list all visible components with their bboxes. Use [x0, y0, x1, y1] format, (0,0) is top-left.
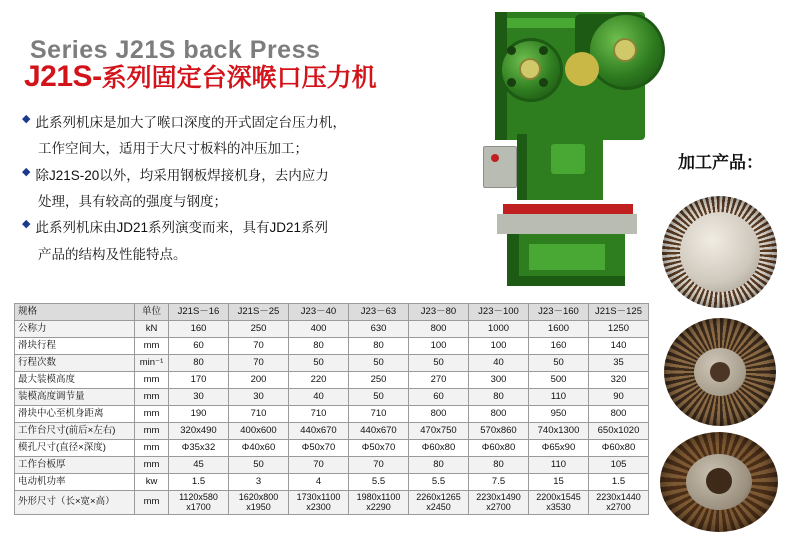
table-row	[15, 406, 649, 423]
model-code: J21S-	[24, 60, 102, 93]
list-item-text-cont: 处理，具有较高的强度与钢度；	[38, 193, 227, 209]
table-row-unit: mm	[135, 406, 169, 423]
table-row	[15, 338, 649, 355]
table-cell: 800	[589, 406, 649, 423]
table-cell: 4	[289, 474, 349, 491]
table-cell: 45	[169, 457, 229, 474]
table-cell: 270	[409, 372, 469, 389]
list-item-text: 此系列机床是加大了喉口深度的开式固定台压力机，	[35, 115, 346, 130]
table-cell: 250	[349, 372, 409, 389]
table-row	[15, 491, 649, 515]
table-cell: 80	[289, 338, 349, 355]
table-cell: 60	[169, 338, 229, 355]
table-cell: 50	[349, 355, 409, 372]
table-cell: Φ50x70	[349, 440, 409, 457]
table-cell: 800	[409, 406, 469, 423]
table-cell: Φ60x80	[409, 440, 469, 457]
table-cell: 105	[589, 457, 649, 474]
table-cell: 80	[469, 389, 529, 406]
table-cell: 1250	[589, 321, 649, 338]
table-cell: 3	[229, 474, 289, 491]
table-cell: 100	[409, 338, 469, 355]
table-cell: 1980x1100 x2290	[349, 491, 409, 515]
table-row-label: 公称力	[15, 321, 135, 338]
table-row-label: 工作台尺寸(前后×左右)	[15, 423, 135, 440]
table-row-unit: kN	[135, 321, 169, 338]
table-cell: 1730x1100 x2300	[289, 491, 349, 515]
products-label: 加工产品：	[678, 153, 763, 172]
table-cell: 800	[409, 321, 469, 338]
table-header-cell: J23－40	[289, 304, 349, 321]
table-row-unit: mm	[135, 423, 169, 440]
table-cell: 35	[589, 355, 649, 372]
table-row-label: 电动机功率	[15, 474, 135, 491]
table-cell: 50	[349, 389, 409, 406]
table-cell: 70	[229, 355, 289, 372]
table-row-label: 工作台板厚	[15, 457, 135, 474]
table-row-label: 外形尺寸（长×宽×高）	[15, 491, 135, 515]
table-cell: 1.5	[589, 474, 649, 491]
list-item	[22, 163, 452, 189]
table-cell: 400	[289, 321, 349, 338]
list-item-text: 除J21S-20以外，均采用钢板焊接机身，去内应力	[35, 167, 329, 183]
table-cell: 40	[289, 389, 349, 406]
table-cell: 1600	[529, 321, 589, 338]
table-cell: 15	[529, 474, 589, 491]
table-cell: 5.5	[409, 474, 469, 491]
table-cell: 1000	[469, 321, 529, 338]
table-cell: 5.5	[349, 474, 409, 491]
table-cell: 710	[349, 406, 409, 423]
table-cell: 110	[529, 389, 589, 406]
table-cell: 440x670	[289, 423, 349, 440]
table-cell: 500	[529, 372, 589, 389]
table-cell: 70	[229, 338, 289, 355]
table-cell: Φ65x90	[529, 440, 589, 457]
table-row-unit: min⁻¹	[135, 355, 169, 372]
table-row-label: 最大装模高度	[15, 372, 135, 389]
table-cell: Φ60x80	[469, 440, 529, 457]
table-cell: 110	[529, 457, 589, 474]
table-cell: 80	[409, 457, 469, 474]
table-row-label: 滑块中心至机身距离	[15, 406, 135, 423]
table-cell: 50	[409, 355, 469, 372]
table-row	[15, 423, 649, 440]
table-row-unit: mm	[135, 372, 169, 389]
press-machine-photo	[455, 4, 685, 294]
table-cell: Φ35x32	[169, 440, 229, 457]
table-cell: 2260x1265 x2450	[409, 491, 469, 515]
table-header-cell: J21S－125	[589, 304, 649, 321]
list-item	[22, 110, 452, 136]
table-cell: 630	[349, 321, 409, 338]
table-cell: 2230x1440 x2700	[589, 491, 649, 515]
list-item-text-cont: 产品的结构及性能特点。	[38, 246, 187, 262]
table-cell: 30	[169, 389, 229, 406]
table-cell: 320	[589, 372, 649, 389]
table-cell: 160	[169, 321, 229, 338]
table-cell: 70	[289, 457, 349, 474]
table-cell: 70	[349, 457, 409, 474]
table-cell: 1620x800 x1950	[229, 491, 289, 515]
table-cell: 650x1020	[589, 423, 649, 440]
table-header-cell: J21S－16	[169, 304, 229, 321]
table-header-cell: 单位	[135, 304, 169, 321]
feature-list	[22, 110, 452, 268]
list-item	[22, 215, 452, 241]
table-header-cell: 规格	[15, 304, 135, 321]
table-cell: 170	[169, 372, 229, 389]
table-cell: 320x490	[169, 423, 229, 440]
table-cell: Φ40x60	[229, 440, 289, 457]
table-cell: Φ50x70	[289, 440, 349, 457]
list-item-text-cont: 工作空间大，适用于大尺寸板料的冲压加工；	[38, 141, 308, 157]
product-photo-toothed-rotor-bore	[710, 362, 730, 382]
table-cell: 2230x1490 x2700	[469, 491, 529, 515]
product-photo-slotted-ring-center	[680, 212, 760, 292]
table-row-unit: mm	[135, 491, 169, 515]
table-cell: 160	[529, 338, 589, 355]
table-cell: 60	[409, 389, 469, 406]
table-cell: 470x750	[409, 423, 469, 440]
table-cell: 950	[529, 406, 589, 423]
list-item-text: 此系列机床由JD21系列演变而来，具有JD21系列	[35, 220, 328, 236]
table-cell: 200	[229, 372, 289, 389]
table-header-cell: J23－160	[529, 304, 589, 321]
table-cell: 90	[589, 389, 649, 406]
model-description: 系列固定台深喉口压力机	[101, 64, 377, 92]
table-cell: 80	[469, 457, 529, 474]
table-cell: 50	[289, 355, 349, 372]
diamond-bullet-icon: ◆	[22, 113, 31, 125]
table-row	[15, 457, 649, 474]
table-cell: 710	[289, 406, 349, 423]
table-cell: 140	[589, 338, 649, 355]
diamond-bullet-icon: ◆	[22, 165, 31, 178]
page-title-english: Series J21S back Press	[30, 36, 321, 64]
table-cell: 80	[349, 338, 409, 355]
table-cell: 740x1300	[529, 423, 589, 440]
table-cell: 2200x1545 x3530	[529, 491, 589, 515]
table-cell: 80	[169, 355, 229, 372]
table-cell: 1120x580 x1700	[169, 491, 229, 515]
table-cell: 300	[469, 372, 529, 389]
table-cell: 50	[529, 355, 589, 372]
table-cell: 7.5	[469, 474, 529, 491]
table-row-label: 滑块行程	[15, 338, 135, 355]
table-header-cell: J23－100	[469, 304, 529, 321]
table-header-cell: J23－63	[349, 304, 409, 321]
table-cell: 440x670	[349, 423, 409, 440]
table-row-label: 行程次数	[15, 355, 135, 372]
table-row-unit: mm	[135, 457, 169, 474]
table-cell: 800	[469, 406, 529, 423]
table-row-unit: mm	[135, 338, 169, 355]
table-row-unit: mm	[135, 440, 169, 457]
table-row-label: 装模高度调节量	[15, 389, 135, 406]
table-row	[15, 355, 649, 372]
table-cell: 710	[229, 406, 289, 423]
table-header-cell: J21S－25	[229, 304, 289, 321]
table-cell: Φ60x80	[589, 440, 649, 457]
diamond-bullet-icon: ◆	[22, 218, 31, 231]
table-cell: 40	[469, 355, 529, 372]
table-cell: 30	[229, 389, 289, 406]
table-row-unit: kw	[135, 474, 169, 491]
table-row-label: 模孔尺寸(直径×深度)	[15, 440, 135, 457]
table-row	[15, 474, 649, 491]
table-cell: 400x600	[229, 423, 289, 440]
table-row	[15, 440, 649, 457]
product-photo-lamination-disc-bore	[706, 468, 732, 494]
table-cell: 1.5	[169, 474, 229, 491]
table-cell: 50	[229, 457, 289, 474]
table-row	[15, 321, 649, 338]
table-cell: 190	[169, 406, 229, 423]
table-header-cell: J23－80	[409, 304, 469, 321]
table-row	[15, 372, 649, 389]
table-row-unit: mm	[135, 389, 169, 406]
page-title-chinese	[24, 58, 377, 94]
table-header-row	[15, 304, 649, 321]
table-row	[15, 389, 649, 406]
table-cell: 220	[289, 372, 349, 389]
table-cell: 570x860	[469, 423, 529, 440]
table-cell: 100	[469, 338, 529, 355]
table-cell: 250	[229, 321, 289, 338]
specification-table	[14, 303, 649, 515]
